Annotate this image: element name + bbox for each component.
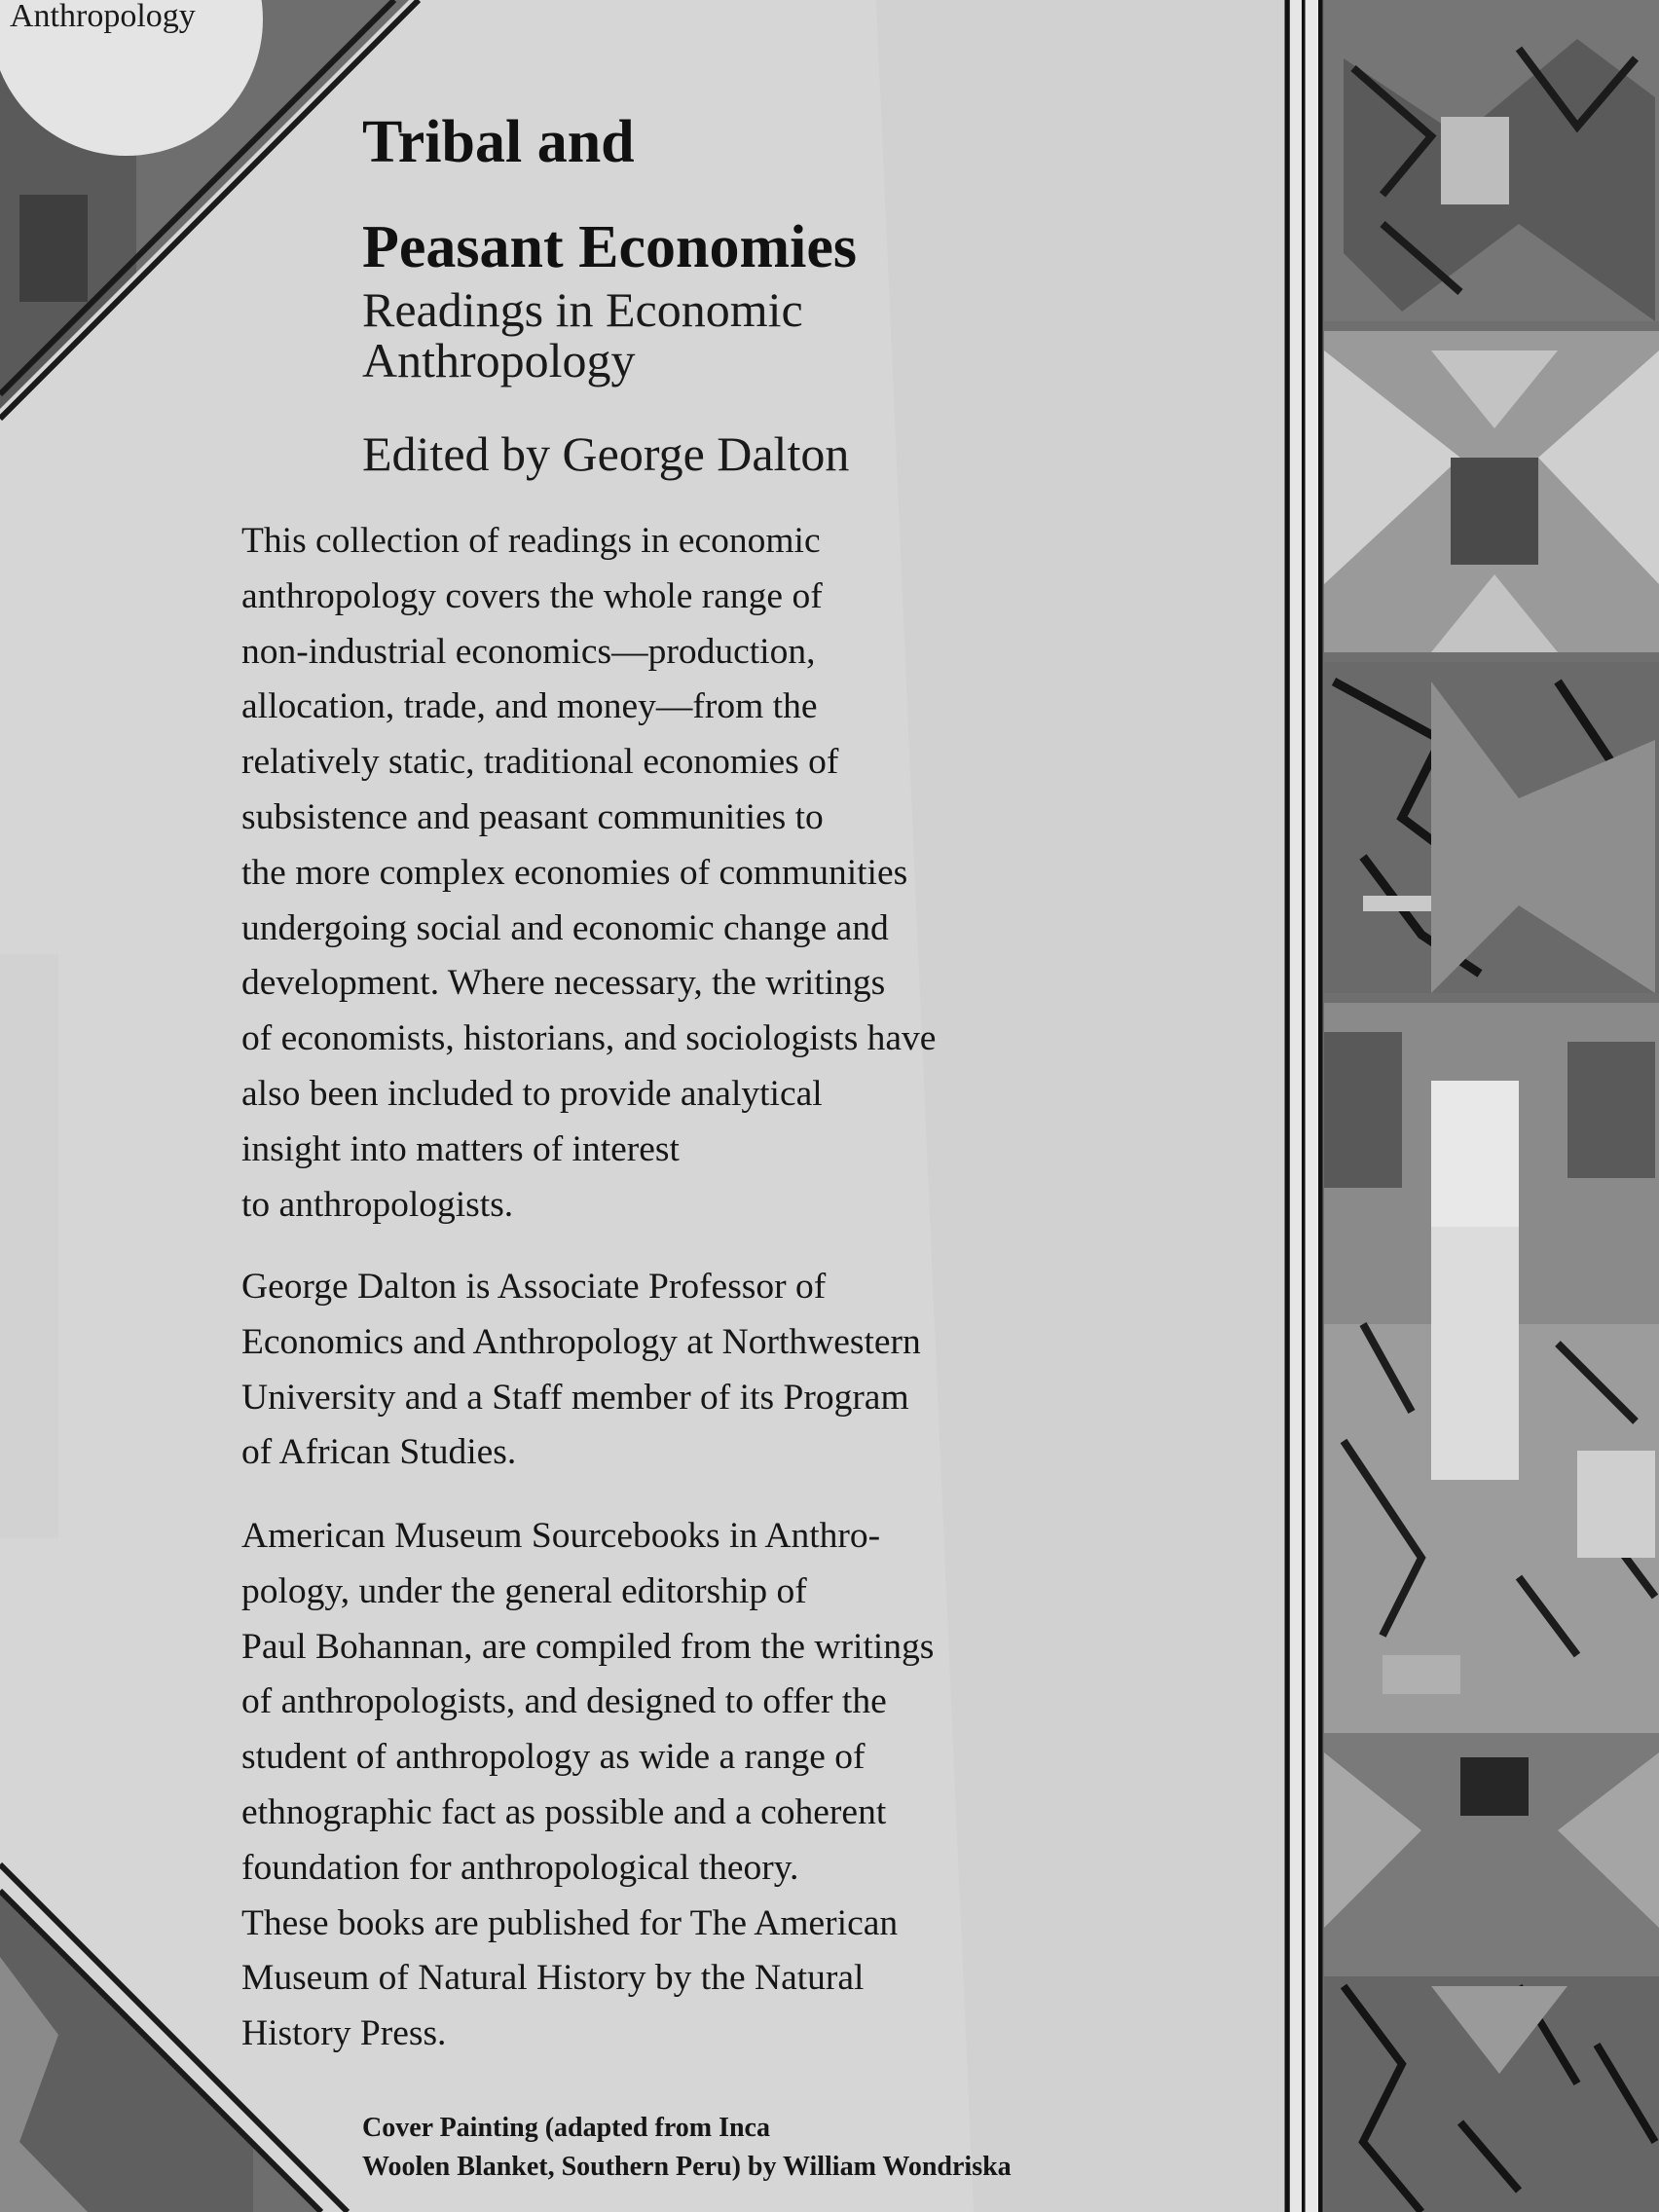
series-note-line: student of anthropology as wide a range of [241, 1737, 866, 1778]
book-subtitle-line-1: Readings in Economic [362, 282, 803, 337]
book-title-line-2: Peasant Economies [362, 214, 858, 280]
description-line: non-industrial economics—production, [241, 631, 816, 672]
author-bio-line: George Dalton is Associate Professor of [241, 1267, 827, 1307]
description-line: also been included to provide analytical [241, 1073, 823, 1114]
series-note-line: pology, under the general editorship of [241, 1570, 807, 1611]
right-pattern-strip [1324, 0, 1659, 2212]
cover-credit-line-2: Woolen Blanket, Southern Peru) by William Wondriska [362, 2152, 1012, 2182]
description-line: subsistence and peasant communities to [241, 796, 824, 837]
cover-credit [362, 2109, 1012, 2187]
editor-credit: Edited by George Dalton [362, 426, 850, 481]
book-subtitle-line-2: Anthropology [362, 333, 636, 387]
cover-credit-line-1: Cover Painting (adapted from Inca [362, 2113, 770, 2143]
description-paragraph [241, 514, 1137, 1233]
author-bio-line: of African Studies. [241, 1432, 517, 1473]
series-note-line: Museum of Natural History by the Natural [241, 1958, 865, 1999]
series-note-line: American Museum Sourcebooks in Anthro- [241, 1516, 881, 1556]
description-line: insight into matters of interest [241, 1128, 680, 1169]
series-note-line: of anthropologists, and designed to offer the [241, 1681, 887, 1722]
description-line: relatively static, traditional economies of [241, 742, 839, 783]
description-line: to anthropologists. [241, 1184, 514, 1225]
author-bio-paragraph [241, 1260, 1137, 1481]
series-badge-label: Anthropology [10, 0, 196, 34]
book-subtitle [362, 284, 803, 386]
description-line: undergoing social and economic change and [241, 907, 889, 948]
description-line: This collection of readings in economic [241, 521, 821, 561]
book-title [362, 90, 857, 300]
author-bio-line: Economics and Anthropology at Northwestern [241, 1321, 921, 1362]
description-line: of economists, historians, and sociologists have [241, 1018, 937, 1059]
series-note-line: ethnographic fact as possible and a coherent [241, 1791, 887, 1832]
series-note-line: foundation for anthropological theory. [241, 1847, 799, 1888]
series-note-line: History Press. [241, 2013, 447, 2054]
author-bio-line: University and a Staff member of its Program [241, 1377, 909, 1418]
series-note-line: Paul Bohannan, are compiled from the writings [241, 1626, 935, 1667]
description-line: the more complex economies of communities [241, 852, 908, 893]
series-note-line: These books are published for The American [241, 1902, 899, 1943]
book-title-line-1: Tribal and [362, 109, 635, 175]
series-note-paragraph [241, 1509, 1137, 2062]
description-line: development. Where necessary, the writings [241, 963, 886, 1004]
description-line: anthropology covers the whole range of [241, 575, 823, 616]
description-line: allocation, trade, and money—from the [241, 686, 818, 727]
